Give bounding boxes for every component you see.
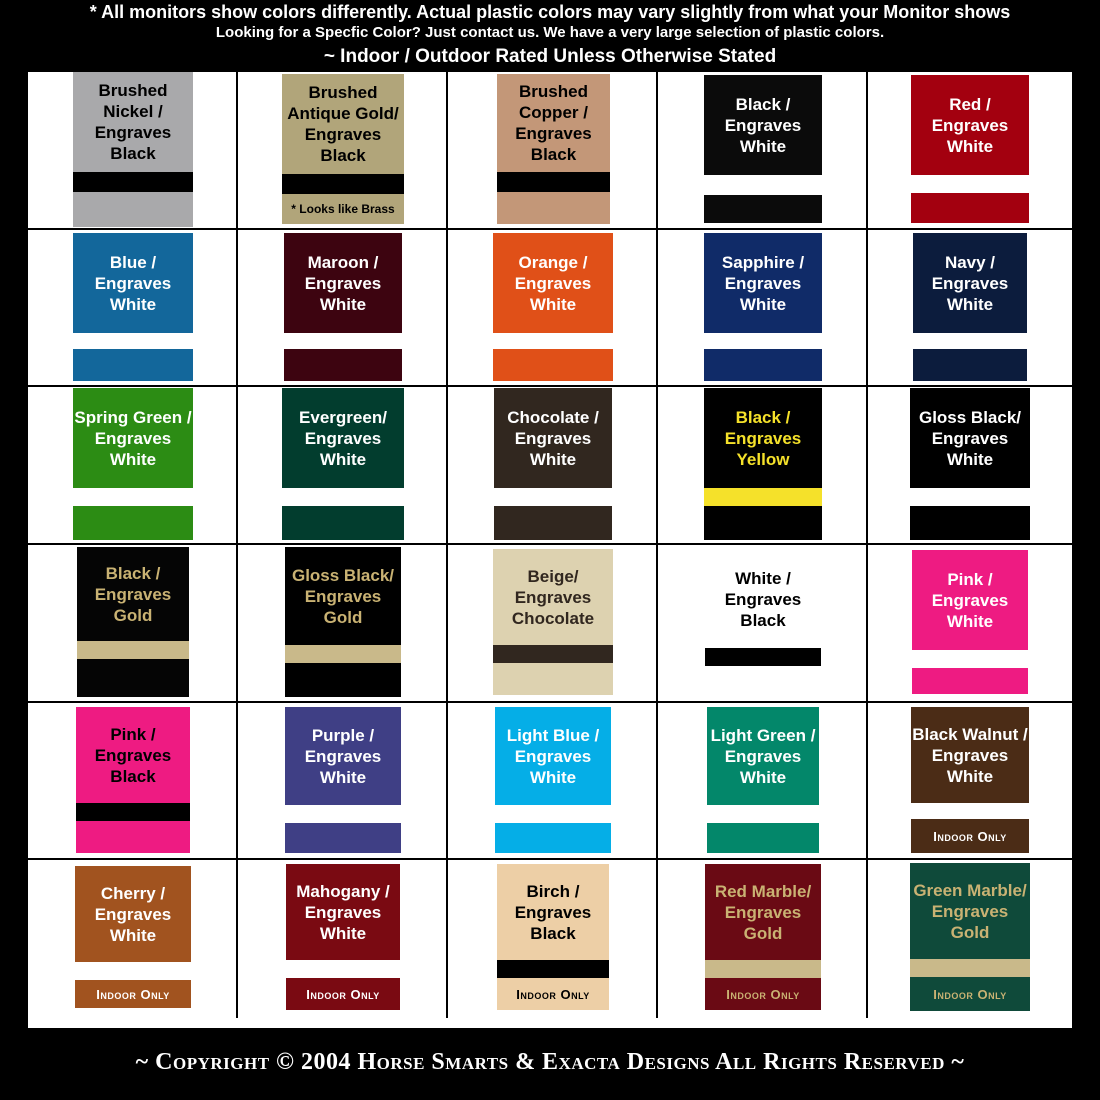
swatch-cell [448, 860, 658, 1018]
swatch-cell [658, 387, 868, 545]
swatch-cell [658, 230, 868, 387]
swatch-chip [704, 75, 822, 223]
swatch-chip [282, 388, 404, 540]
swatch-cell [28, 545, 238, 703]
engrave-stripe [704, 333, 822, 349]
swatch-chip [912, 550, 1028, 694]
swatch-label: Blue / Engraves White [94, 252, 172, 314]
swatch-label: Brushed Copper / Engraves Black [515, 82, 592, 164]
swatch-chip [707, 707, 819, 853]
engrave-stripe [73, 172, 193, 192]
engrave-stripe [910, 959, 1030, 977]
engrave-stripe [913, 333, 1027, 349]
swatch-base [493, 663, 613, 695]
swatch-label: Maroon / Engraves White [304, 252, 382, 314]
copyright-footer: ~ Copyright © 2004 Horse Smarts & Exacta Designs All Rights Reserved ~ [135, 1049, 965, 1075]
swatch-label: Birch / Engraves Black [514, 881, 592, 943]
swatch-cell [448, 230, 658, 387]
swatch-chip [913, 233, 1027, 381]
swatch-chip [910, 863, 1030, 1011]
swatch-chip [282, 74, 404, 224]
swatch-base [497, 192, 610, 224]
swatch-base [73, 349, 193, 381]
swatch-label: Black Walnut / Engraves White [912, 724, 1028, 786]
swatch-label: Pink / Engraves White [931, 569, 1009, 631]
swatch-base [495, 823, 611, 853]
engrave-stripe [912, 650, 1028, 668]
swatch-base [73, 192, 193, 227]
engrave-stripe [493, 645, 613, 663]
swatch-cell [28, 703, 238, 860]
swatch-chip [286, 864, 400, 1010]
engrave-stripe [493, 333, 613, 349]
swatch-chip [493, 549, 613, 695]
swatch-chip [497, 864, 609, 1010]
engrave-stripe [704, 488, 822, 506]
engrave-stripe [285, 645, 401, 663]
swatch-cell [238, 860, 448, 1018]
swatch-cell [658, 703, 868, 860]
swatch-label: Green Marble/ Engraves Gold [913, 880, 1027, 942]
engrave-stripe [494, 488, 612, 506]
swatch-label: Sapphire / Engraves White [721, 252, 805, 314]
swatch-chip [705, 550, 821, 694]
swatch-cell [658, 72, 868, 230]
swatch-base [493, 349, 613, 381]
swatch-chip [910, 388, 1030, 540]
engrave-stripe [910, 488, 1030, 506]
swatch-cell [868, 230, 1072, 387]
swatch-base [707, 823, 819, 853]
engrave-stripe [77, 641, 189, 659]
swatch-chip [73, 388, 193, 540]
engrave-stripe [286, 960, 400, 978]
swatch-chip [704, 233, 822, 381]
swatch-base [73, 506, 193, 540]
swatch-label: Mahogany / Engraves White [296, 881, 390, 943]
swatch-label: Red / Engraves White [931, 94, 1009, 156]
contact-line: Looking for a Specfic Color? Just contact us. We have a very large selection of plastic colors. [215, 24, 885, 41]
swatch-cell [868, 387, 1072, 545]
swatch-label: Purple / Engraves White [304, 725, 382, 787]
swatch-note: Indoor Only [96, 986, 170, 1002]
swatch-note: * Looks like Brass [291, 202, 395, 216]
swatch-label: Black / Engraves Yellow [724, 407, 802, 469]
disclaimer-line: * All monitors show colors differently. Actual plastic colors may vary slightly from what your Monitor shows [89, 2, 1011, 22]
swatch-chip [75, 866, 191, 1008]
swatch-cell [868, 545, 1072, 703]
swatch-label: Light Green / Engraves White [710, 725, 816, 787]
swatch-note: Indoor Only [933, 986, 1007, 1002]
swatch-cell [448, 387, 658, 545]
swatch-chip [911, 707, 1029, 853]
engrave-stripe [73, 488, 193, 506]
swatch-label: Brushed Antique Gold/ Engraves Black [287, 83, 399, 165]
engrave-stripe [704, 175, 822, 195]
swatch-cell [658, 860, 868, 1018]
engrave-stripe [707, 805, 819, 823]
swatch-base [284, 349, 402, 381]
swatch-label: Gloss Black/ Engraves White [918, 407, 1022, 469]
swatch-label: Red Marble/ Engraves Gold [714, 881, 812, 943]
swatch-cell [28, 230, 238, 387]
swatch-chip [77, 547, 189, 697]
swatch-cell [238, 230, 448, 387]
engrave-stripe [497, 960, 609, 978]
swatch-label: Beige/ Engraves Chocolate [511, 566, 595, 628]
swatch-label: Orange / Engraves White [514, 252, 592, 314]
swatch-label: Black / Engraves White [724, 94, 802, 156]
swatch-chip [76, 707, 190, 853]
swatch-label: Cherry / Engraves White [94, 883, 172, 945]
swatch-base [912, 668, 1028, 694]
swatch-chip [704, 388, 822, 540]
swatch-base [494, 506, 612, 540]
swatch-base [285, 823, 401, 853]
swatch-note: Indoor Only [933, 828, 1007, 844]
swatch-cell [238, 545, 448, 703]
engrave-stripe [282, 174, 404, 194]
engrave-stripe [285, 805, 401, 823]
swatch-chip [494, 388, 612, 540]
swatch-label: Evergreen/ Engraves White [299, 407, 387, 469]
engrave-stripe [73, 333, 193, 349]
engrave-stripe [911, 803, 1029, 819]
swatch-label: Navy / Engraves White [931, 252, 1009, 314]
swatch-label: Black / Engraves Gold [94, 563, 172, 625]
engrave-stripe [76, 803, 190, 821]
swatch-base [704, 349, 822, 381]
swatch-label: White / Engraves Black [724, 568, 802, 630]
swatch-note: Indoor Only [306, 986, 380, 1002]
swatch-cell [28, 72, 238, 230]
swatch-cell [448, 703, 658, 860]
swatch-base [910, 506, 1030, 540]
swatch-base [76, 821, 190, 853]
swatch-cell [238, 387, 448, 545]
swatch-cell [868, 860, 1072, 1018]
swatch-cell [658, 545, 868, 703]
color-swatch-grid [28, 72, 1072, 1028]
swatch-chip [284, 233, 402, 381]
swatch-label: Light Blue / Engraves White [506, 725, 600, 787]
swatch-chip [705, 864, 821, 1010]
swatch-chip [911, 75, 1029, 223]
swatch-chip [73, 233, 193, 381]
swatch-cell [868, 72, 1072, 230]
swatch-base [282, 506, 404, 540]
swatch-note: Indoor Only [726, 986, 800, 1002]
swatch-base [911, 193, 1029, 223]
swatch-chip [493, 233, 613, 381]
swatch-chip [285, 707, 401, 853]
engrave-stripe [911, 175, 1029, 193]
swatch-chip [495, 707, 611, 853]
engrave-stripe [497, 172, 610, 192]
engrave-stripe [282, 488, 404, 506]
swatch-cell [238, 703, 448, 860]
swatch-cell [448, 545, 658, 703]
swatch-base [285, 663, 401, 697]
engrave-stripe [284, 333, 402, 349]
swatch-cell [28, 387, 238, 545]
swatch-note: Indoor Only [516, 986, 590, 1002]
swatch-cell [868, 703, 1072, 860]
swatch-chip [285, 547, 401, 697]
engrave-stripe [495, 805, 611, 823]
swatch-cell [238, 72, 448, 230]
swatch-base [913, 349, 1027, 381]
swatch-base [704, 195, 822, 223]
swatch-label: Gloss Black/ Engraves Gold [291, 565, 395, 627]
swatch-chip [73, 72, 193, 227]
swatch-label: Chocolate / Engraves White [507, 407, 599, 469]
engrave-stripe [705, 648, 821, 666]
swatch-chip [497, 74, 610, 224]
engrave-stripe [75, 962, 191, 980]
swatch-cell [448, 72, 658, 230]
swatch-base [77, 659, 189, 697]
swatch-base [704, 506, 822, 540]
rating-line: ~ Indoor / Outdoor Rated Unless Otherwise Stated [323, 46, 777, 67]
swatch-label: Brushed Nickel / Engraves Black [94, 81, 172, 163]
swatch-label: Pink / Engraves Black [94, 724, 172, 786]
swatch-base [705, 666, 821, 694]
swatch-cell [28, 860, 238, 1018]
engrave-stripe [705, 960, 821, 978]
swatch-label: Spring Green / Engraves White [74, 407, 192, 469]
